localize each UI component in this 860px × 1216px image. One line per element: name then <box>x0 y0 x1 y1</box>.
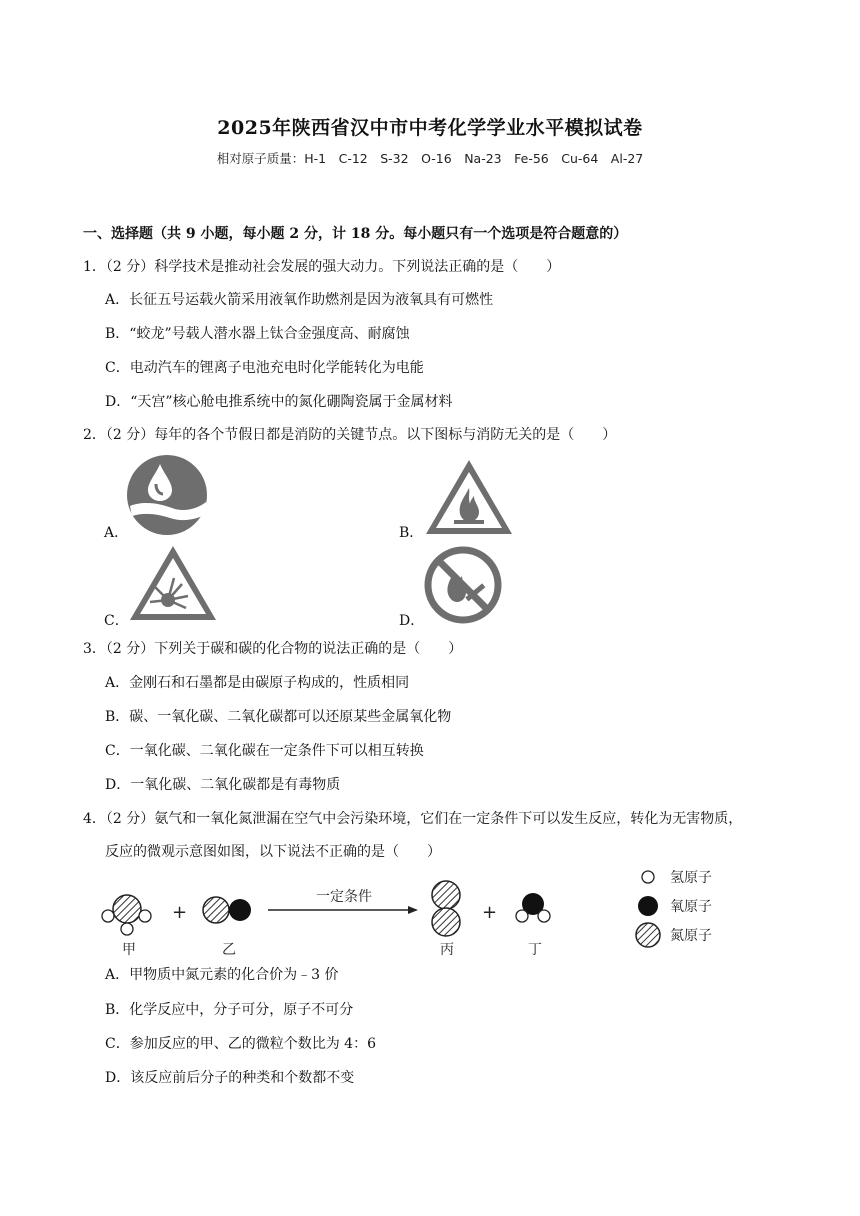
legend-hydrogen: 氢原子 <box>670 870 712 886</box>
question-4-stem-continued: 反应的微观示意图如图，以下说法不正确的是（ ） <box>105 844 441 860</box>
exam-title: 2025年陕西省汉中市中考化学学业水平模拟试卷 <box>217 117 643 139</box>
legend-nitrogen-symbol <box>636 923 660 947</box>
q1-option-b: B．“蛟龙”号载人潜水器上钛合金强度高、耐腐蚀 <box>105 326 410 342</box>
question-3-stem: 3．（2 分）下列关于碳和碳的化合物的说法正确的是（ ） <box>83 641 463 657</box>
q3-option-d: D．一氧化碳、二氧化碳都是有毒物质 <box>105 777 341 793</box>
molecule-bing <box>432 881 460 936</box>
q4-option-a: A．甲物质中氮元素的化合价为﹣3 价 <box>105 967 339 983</box>
legend-hydrogen-symbol <box>642 871 654 883</box>
q1-option-a: A．长征五号运载火箭采用液氧作助燃剂是因为液氧具有可燃性 <box>105 292 494 308</box>
section-heading: 一、选择题（共 9 小题，每小题 2 分，计 18 分。每小题只有一个选项是符合题意的） <box>83 226 628 242</box>
q2-label-b: B． <box>399 525 424 541</box>
reaction-diagram <box>96 866 756 966</box>
q1-option-d: D．“天宫”核心舱电推系统中的氮化硼陶瓷属于金属材料 <box>105 394 453 410</box>
question-4-stem: 4．（2 分）氨气和一氧化氮泄漏在空气中会污染环境，它们在一定条件下可以发生反应，转化为无害物质， <box>83 811 743 827</box>
q3-option-a: A．金刚石和石墨都是由碳原子构成的，性质相同 <box>105 675 410 691</box>
q2-label-d: D． <box>399 613 425 629</box>
legend-oxygen: 氧原子 <box>670 899 712 915</box>
label-yi: 乙 <box>222 942 236 958</box>
legend-oxygen-symbol <box>638 896 658 916</box>
reaction-arrow-head <box>408 906 418 914</box>
plus-sign-1: + <box>172 902 188 923</box>
explosive-warning-icon <box>128 544 218 622</box>
q2-label-a: A． <box>104 525 129 541</box>
question-1-stem: 1．（2 分）科学技术是推动社会发展的强大动力。下列说法正确的是（ ） <box>83 259 561 275</box>
label-ding: 丁 <box>528 942 542 958</box>
q3-option-c: C．一氧化碳、二氧化碳在一定条件下可以相互转换 <box>105 743 424 759</box>
molecule-ding <box>516 893 550 922</box>
q2-label-c: C． <box>104 613 129 629</box>
atomic-masses: 相对原子质量：H-1 C-12 S-32 O-16 Na-23 Fe-56 Cu-64 Al-27 <box>216 151 644 166</box>
molecule-jia <box>102 895 151 935</box>
q4-option-d: D．该反应前后分子的种类和个数都不变 <box>105 1070 355 1086</box>
q4-option-b: B．化学反应中，分子可分，原子不可分 <box>105 1002 354 1018</box>
q4-option-c: C．参加反应的甲、乙的微粒个数比为 4：6 <box>105 1036 376 1052</box>
reaction-condition: 一定条件 <box>316 889 372 905</box>
label-jia: 甲 <box>122 942 136 958</box>
no-fire-icon <box>424 546 502 624</box>
plus-sign-2: + <box>482 902 498 923</box>
label-bing: 丙 <box>440 942 454 958</box>
question-2-stem: 2．（2 分）每年的各个节假日都是消防的关键节点。以下图标与消防无关的是（ ） <box>83 427 617 443</box>
q3-option-b: B．碳、一氧化碳、二氧化碳都可以还原某些金属氧化物 <box>105 709 452 725</box>
q1-option-c: C．电动汽车的锂离子电池充电时化学能转化为电能 <box>105 360 424 376</box>
molecule-yi <box>203 897 251 923</box>
legend-nitrogen: 氮原子 <box>670 928 712 944</box>
diagram-legend <box>636 870 712 947</box>
flammable-warning-icon <box>424 458 514 536</box>
water-saving-icon <box>126 454 208 536</box>
